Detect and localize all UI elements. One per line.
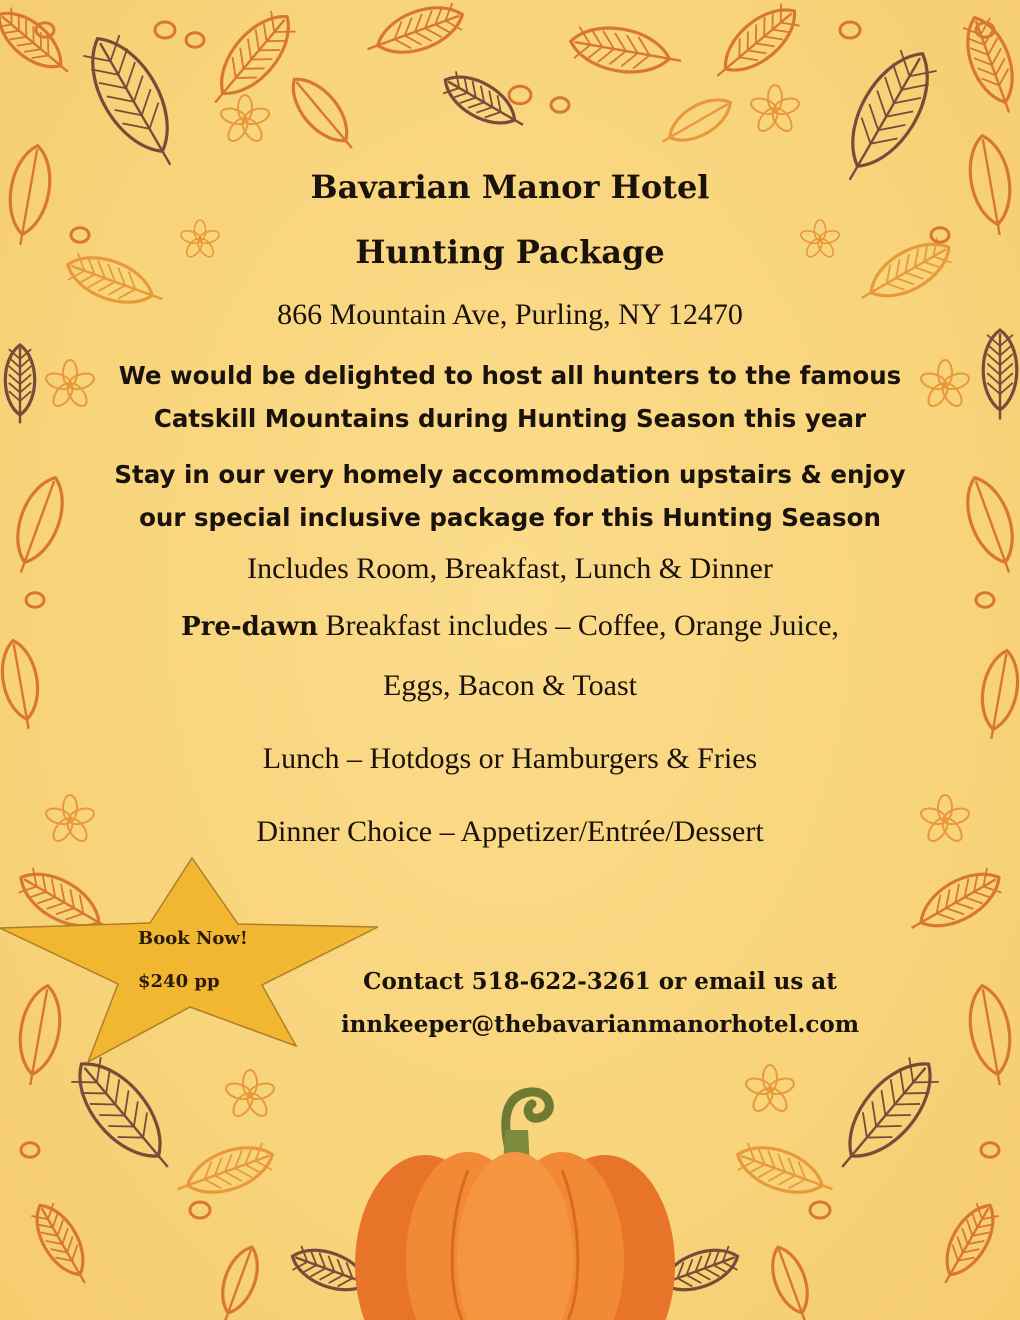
dinner-line: Dinner Choice – Appetizer/Entrée/Dessert bbox=[256, 815, 764, 848]
stay-line-2: our special inclusive package for this Hunting Season bbox=[139, 503, 881, 532]
intro-line-2: Catskill Mountains during Hunting Season this year bbox=[153, 404, 867, 433]
hotel-address: 866 Mountain Ave, Purling, NY 12470 bbox=[277, 298, 743, 331]
price-label: $240 pp bbox=[138, 971, 220, 992]
contact-phone-line: Contact 518-622-3261 or email us at bbox=[363, 968, 837, 995]
contact-email-link[interactable]: innkeeper@thebavarianmanorhotel.com bbox=[340, 1011, 860, 1038]
lunch-line: Lunch – Hotdogs or Hamburgers & Fries bbox=[262, 742, 758, 775]
stay-line-1: Stay in our very homely accommodation upstairs & enjoy bbox=[114, 460, 906, 489]
package-title: Hunting Package bbox=[355, 233, 665, 271]
breakfast-items: Breakfast includes – Coffee, Orange Juice, bbox=[317, 609, 839, 642]
intro-line-1: We would be delighted to host all hunters to the famous bbox=[118, 361, 902, 390]
hotel-title: Bavarian Manor Hotel bbox=[310, 168, 710, 206]
book-now-label: Book Now! bbox=[138, 928, 248, 949]
includes-line: Includes Room, Breakfast, Lunch & Dinner bbox=[247, 552, 773, 585]
breakfast-items-line-2: Eggs, Bacon & Toast bbox=[383, 669, 637, 702]
pre-dawn-label: Pre-dawn bbox=[181, 612, 318, 642]
